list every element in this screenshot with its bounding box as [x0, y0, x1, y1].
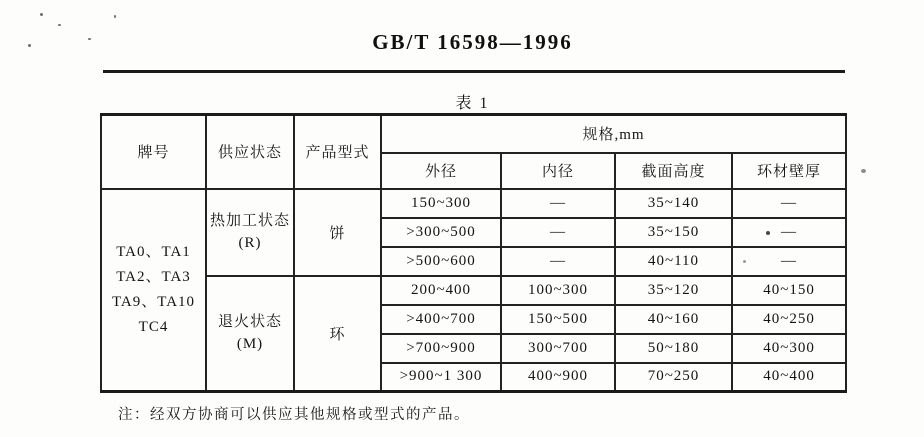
- section-height-cell: 40~160: [615, 305, 732, 334]
- section-height-cell: 35~120: [615, 276, 732, 305]
- scan-speck: [28, 44, 31, 47]
- inner-diameter-cell: —: [501, 218, 615, 247]
- table-note: 注：经双方协商可以供应其他规格或型式的产品。: [118, 407, 470, 423]
- ring-wall-header: 环材壁厚: [732, 153, 846, 189]
- scan-speck: [114, 15, 116, 18]
- scan-speck: [861, 169, 866, 173]
- section-height-cell: 70~250: [615, 363, 732, 392]
- grade-line: TA0、TA1: [116, 243, 191, 260]
- grade-cell: [101, 189, 206, 392]
- supply-state-label: 热加工状态: [209, 213, 290, 229]
- outer-diameter-cell: >900~1 300: [381, 363, 501, 392]
- scan-speck: [58, 24, 61, 26]
- product-form-header: 产品型式: [294, 115, 381, 189]
- inner-diameter-cell: 300~700: [501, 334, 615, 363]
- grade-line: TC4: [138, 318, 169, 335]
- supply-state-label: 退火状态: [217, 314, 282, 331]
- section-height-cell: 35~150: [615, 218, 732, 247]
- supply-code-label: (M): [236, 336, 264, 353]
- supply-condition-r-cell: [206, 189, 294, 276]
- inner-diameter-header: 内径: [501, 153, 615, 189]
- standard-number-title: GB/T 16598—1996: [372, 30, 573, 54]
- grade-line: TA9、TA10: [111, 293, 196, 310]
- ring-wall-cell: 40~250: [732, 305, 846, 334]
- inner-diameter-cell: 100~300: [501, 276, 615, 305]
- table-caption: 表 1: [455, 95, 490, 112]
- section-height-cell: 50~180: [615, 334, 732, 363]
- outer-diameter-cell: >300~500: [381, 218, 501, 247]
- outer-diameter-cell: 200~400: [381, 276, 501, 305]
- scan-speck: [40, 13, 43, 16]
- grade-header: 牌号: [101, 115, 206, 189]
- ring-wall-cell: —: [732, 247, 846, 276]
- section-height-header: 截面高度: [615, 153, 732, 189]
- product-form-cell: 饼: [294, 189, 381, 276]
- supply-code-label: (R): [238, 235, 262, 251]
- grade-line: TA2、TA3: [116, 268, 191, 285]
- table-row: [101, 276, 846, 305]
- table-row: [101, 189, 846, 218]
- supply-condition-m-cell: [206, 276, 294, 392]
- inner-diameter-cell: 400~900: [501, 363, 615, 392]
- outer-diameter-cell: >400~700: [381, 305, 501, 334]
- supply-condition-header: 供应状态: [206, 115, 294, 189]
- outer-diameter-header: 外径: [381, 153, 501, 189]
- scan-speck: [88, 38, 91, 40]
- header-rule: [103, 70, 845, 73]
- section-height-cell: 35~140: [615, 189, 732, 218]
- inner-diameter-cell: —: [501, 189, 615, 218]
- product-form-cell: 环: [294, 276, 381, 392]
- ring-wall-cell: —: [732, 218, 846, 247]
- spec-group-header: 规格,mm: [381, 115, 846, 153]
- inner-diameter-cell: 150~500: [501, 305, 615, 334]
- inner-diameter-cell: —: [501, 247, 615, 276]
- outer-diameter-cell: >700~900: [381, 334, 501, 363]
- outer-diameter-cell: 150~300: [381, 189, 501, 218]
- spec-table: [100, 113, 847, 393]
- ring-wall-cell: 40~300: [732, 334, 846, 363]
- ring-wall-cell: 40~400: [732, 363, 846, 392]
- section-height-cell: 40~110: [615, 247, 732, 276]
- outer-diameter-cell: >500~600: [381, 247, 501, 276]
- ring-wall-cell: —: [732, 189, 846, 218]
- ring-wall-cell: 40~150: [732, 276, 846, 305]
